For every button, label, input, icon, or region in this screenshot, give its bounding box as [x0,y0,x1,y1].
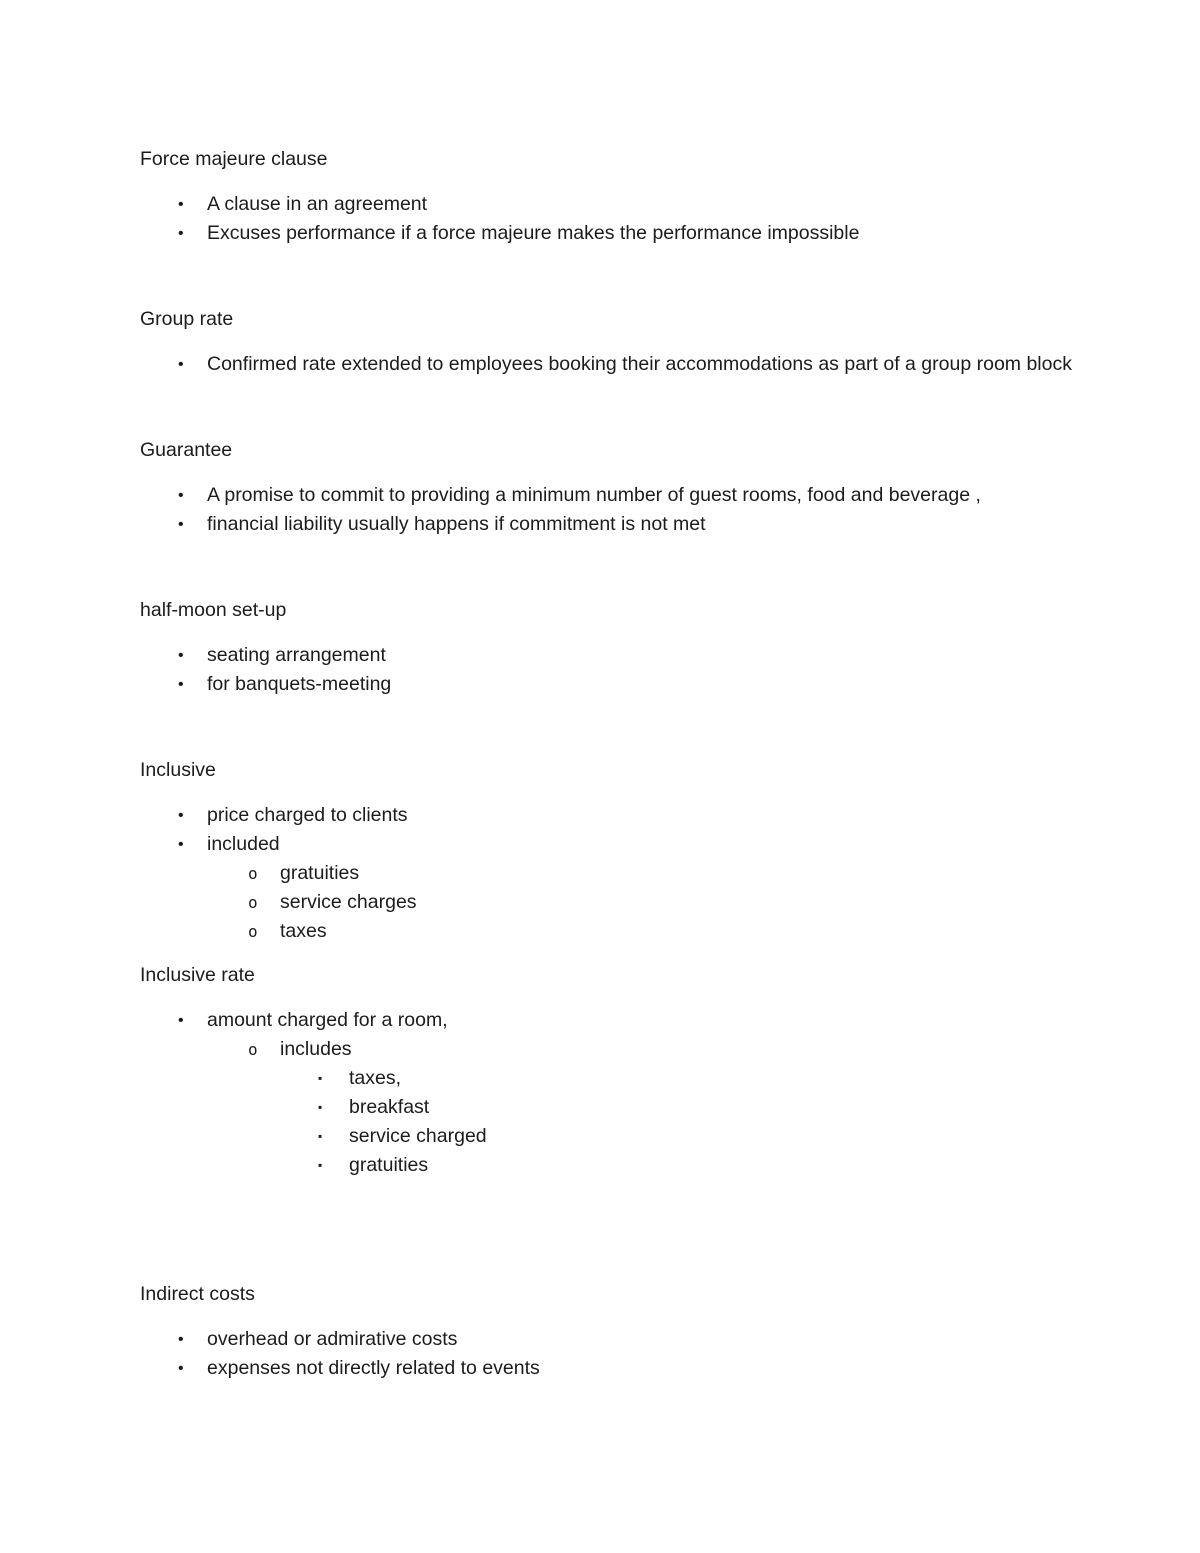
list-item [140,350,1110,379]
list-item [140,641,1110,670]
disc-bullet-icon: • [178,1331,184,1348]
list-item [140,1064,1110,1093]
list-item [140,670,1110,699]
term-heading: Force majeure clause [140,148,328,170]
list-item-text: overhead or admirative costs [207,1328,458,1350]
list-item-text: taxes, [349,1067,402,1089]
disc-bullet-icon: • [178,807,184,824]
disc-bullet-icon: • [178,487,184,504]
circle-bullet-icon: o [248,922,258,941]
circle-bullet-icon: o [248,1040,258,1059]
list-item [140,1006,1110,1035]
glossary-section [140,436,1110,539]
list-item-text: A clause in an agreement [207,193,428,215]
list-item [140,859,1110,888]
term-heading: Inclusive [140,759,216,781]
glossary-section [140,756,1110,946]
list-item-text: includes [280,1038,352,1060]
disc-bullet-icon: • [178,676,184,693]
term-heading: Indirect costs [140,1283,255,1305]
glossary-section [140,145,1110,248]
list-item-text: for banquets-meeting [207,673,392,695]
list-item-text: service charged [349,1125,487,1147]
disc-bullet-icon: • [178,356,184,373]
square-bullet-icon: ▪ [318,1100,323,1114]
disc-bullet-icon: • [178,647,184,664]
list-item-text: gratuities [349,1154,429,1176]
list-item [140,481,1110,510]
square-bullet-icon: ▪ [318,1071,323,1085]
disc-bullet-icon: • [178,836,184,853]
list-item-text: expenses not directly related to events [207,1357,540,1379]
disc-bullet-icon: • [178,196,184,213]
circle-bullet-icon: o [248,864,258,883]
term-heading: half-moon set-up [140,599,287,621]
list-item [140,801,1110,830]
term-heading: Group rate [140,308,234,330]
list-item-text: seating arrangement [207,644,386,666]
list-item-text: included [207,833,280,855]
circle-bullet-icon: o [248,893,258,912]
list-item-text: A promise to commit to providing a minimum number of guest rooms, food and beverage , [207,484,981,506]
term-heading: Inclusive rate [140,964,255,986]
list-item [140,1354,1110,1383]
glossary-section [140,305,1110,379]
list-item [140,917,1110,946]
square-bullet-icon: ▪ [318,1129,323,1143]
disc-bullet-icon: • [178,225,184,242]
list-item [140,1093,1110,1122]
term-heading: Guarantee [140,439,233,461]
list-item-text: Excuses performance if a force majeure makes the performance impossible [207,222,860,244]
list-item-text: Confirmed rate extended to employees booking their accommodations as part of a group room block [207,353,1072,375]
list-item [140,1035,1110,1064]
list-item [140,1151,1110,1180]
disc-bullet-icon: • [178,1360,184,1377]
list-item-text: taxes [280,920,327,942]
list-item [140,1325,1110,1354]
glossary-section [140,596,1110,699]
square-bullet-icon: ▪ [318,1158,323,1172]
list-item [140,190,1110,219]
list-item [140,830,1110,859]
disc-bullet-icon: • [178,1012,184,1029]
list-item [140,1122,1110,1151]
list-item-text: price charged to clients [207,804,408,826]
glossary-section [140,961,1110,1180]
list-item-text: amount charged for a room, [207,1009,448,1031]
list-item-text: financial liability usually happens if commitment is not met [207,513,706,535]
list-item [140,888,1110,917]
glossary-section [140,1280,1110,1383]
list-item-text: breakfast [349,1096,430,1118]
disc-bullet-icon: • [178,516,184,533]
list-item-text: gratuities [280,862,360,884]
list-item [140,219,1110,248]
list-item [140,510,1110,539]
list-item-text: service charges [280,891,417,913]
